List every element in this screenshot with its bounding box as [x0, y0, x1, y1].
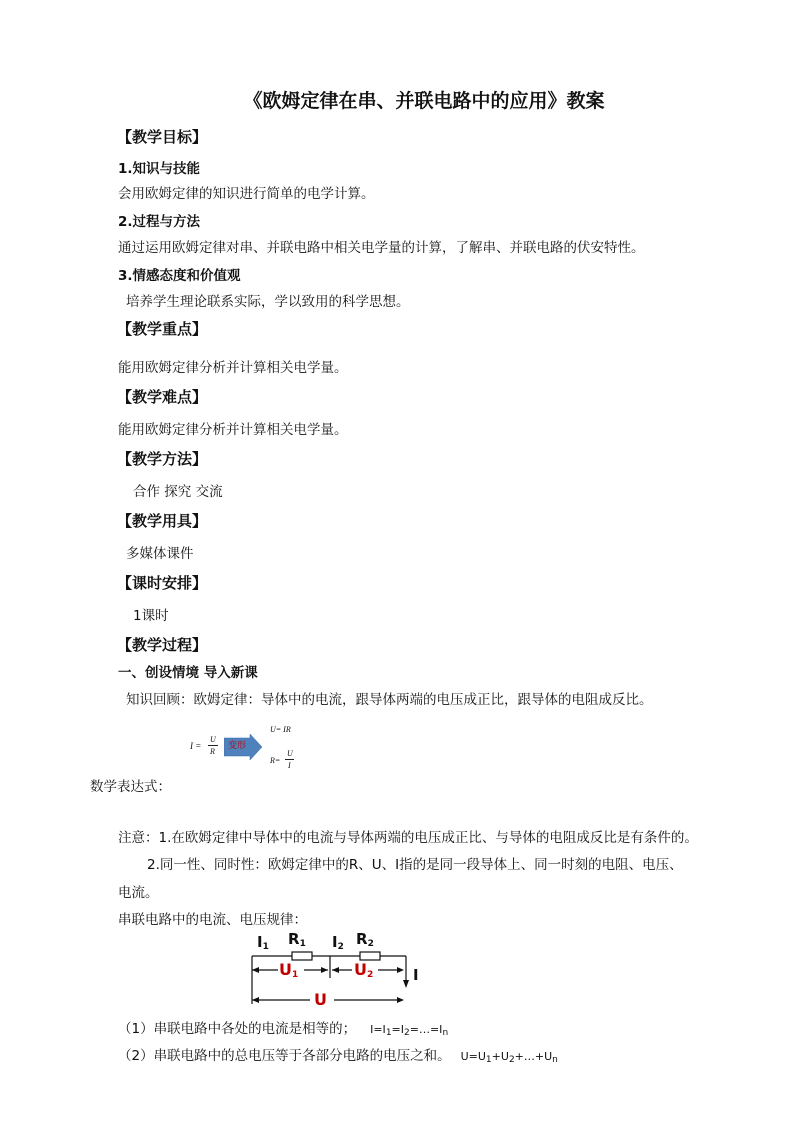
- formula-r-num: U: [287, 749, 293, 758]
- goal-3-text: 培养学生理论联系实际，学以致用的科学思想。: [126, 294, 410, 310]
- formula-fraction-bar: [208, 745, 218, 746]
- schedule-text: 1课时: [133, 608, 169, 624]
- method-heading: 【教学方法】: [117, 450, 208, 468]
- tools-text: 多媒体课件: [126, 546, 194, 562]
- label-i1: $I_1$: [257, 933, 269, 952]
- goal-2-text: 通过运用欧姆定律对串、并联电路中相关电学量的计算，了解串、并联电路的伏安特性。: [118, 240, 645, 256]
- series-title: 串联电路中的电流、电压规律：: [118, 912, 307, 928]
- formula-graphic: [186, 722, 306, 772]
- label-i: I: [413, 966, 419, 984]
- formula-lhs: I =: [190, 741, 202, 751]
- series-circuit-diagram: [248, 930, 428, 1010]
- formula-num: U: [210, 735, 216, 744]
- goal-2-title: 2.过程与方法: [118, 214, 201, 230]
- label-u2: $U_2$: [354, 960, 374, 980]
- note-1: 注意：1.在欧姆定律中导体中的电流与导体两端的电压成正比、与导体的电阻成反比是有条件的。: [118, 830, 698, 846]
- note-2: 2.同一性、同时性：欧姆定律中的R、U、I指的是同一段导体上、同一时刻的电阻、电压、: [147, 857, 683, 873]
- review-text: 知识回顾：欧姆定律：导体中的电流，跟导体两端的电压成正比，跟导体的电阻成反比。: [126, 692, 653, 708]
- formula-r-bar: [285, 759, 294, 760]
- keypoint-heading: 【教学重点】: [117, 320, 208, 338]
- goal-1-title: 1.知识与技能: [118, 161, 201, 177]
- rule-1-formula: $I=I_1=I_2=\dots=I_n$: [370, 1023, 449, 1038]
- method-text: 合作 探究 交流: [133, 484, 223, 500]
- section1-title: 一、创设情境 导入新课: [118, 665, 258, 681]
- goal-1-text: 会用欧姆定律的知识进行简单的电学计算。: [118, 186, 375, 202]
- label-i2: $I_2$: [332, 933, 344, 952]
- difficulty-text: 能用欧姆定律分析并计算相关电学量。: [118, 422, 348, 438]
- rule-2: （2）串联电路中的总电压等于各部分电路的电压之和。 $U=U_1+U_2+\dots+U_n$: [118, 1048, 558, 1065]
- note-2-cont: 电流。: [118, 885, 159, 901]
- label-u1: $U_1$: [279, 960, 299, 980]
- tools-heading: 【教学用具】: [117, 512, 208, 530]
- schedule-heading: 【课时安排】: [117, 574, 208, 592]
- formula-u: U= IR: [270, 725, 291, 734]
- arrow-label: 变形: [228, 741, 247, 751]
- page-title: 《欧姆定律在串、并联电路中的应用》教案: [243, 90, 605, 112]
- label-r2: $R_2$: [356, 930, 374, 949]
- formula-r-den: I: [288, 761, 291, 770]
- goal-3-title: 3.情感态度和价值观: [118, 268, 241, 284]
- label-u: U: [314, 990, 327, 1009]
- math-expr-label: 数学表达式：: [90, 779, 171, 795]
- rule-2-formula: $U=U_1+U_2+\dots+U_n$: [460, 1050, 558, 1065]
- rule-1: （1）串联电路中各处的电流是相等的； $I=I_1=I_2=\dots=I_n$: [118, 1021, 449, 1038]
- keypoint-text: 能用欧姆定律分析并计算相关电学量。: [118, 360, 348, 376]
- label-r1: $R_1$: [288, 930, 306, 949]
- formula-r-lhs: R=: [270, 756, 281, 765]
- difficulty-heading: 【教学难点】: [117, 388, 208, 406]
- formula-den: R: [210, 747, 215, 756]
- process-heading: 【教学过程】: [117, 636, 208, 654]
- goals-heading: 【教学目标】: [117, 128, 208, 146]
